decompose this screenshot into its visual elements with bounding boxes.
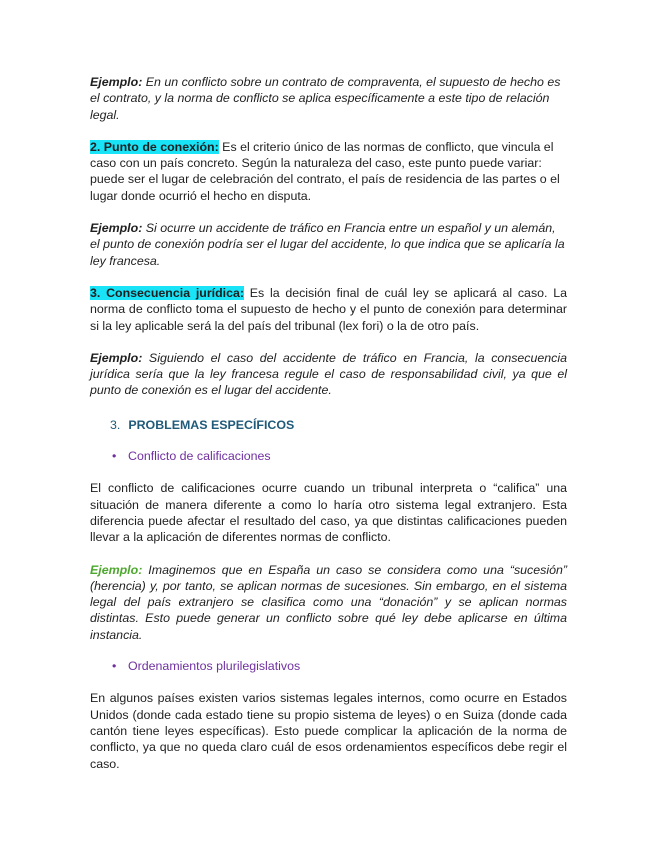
section-heading-specific-problems: [90, 417, 567, 433]
bullet-text: Conflicto de calificaciones: [128, 449, 271, 464]
example-succession-paragraph: [90, 562, 567, 643]
bullet-icon: •: [112, 659, 117, 674]
bullet-qualification-conflict: [90, 448, 567, 464]
connection-point-text: Es el criterio único de las normas de conflicto, que vincula el caso con un país concreto. Según la naturaleza del caso, este punto puede variar: puede ser el lugar de celebración del contrato, el país de residencia de las partes o el lugar donde ocurrió el hecho en disputa.: [90, 139, 560, 203]
paragraph-text: El conflicto de calificaciones ocurre cuando un tribunal interpreta o “califica” una situación de manera diferente a como lo haría otro sistema legal extranjero. Esta diferencia puede afectar el resultado del caso, ya que distintas calificaciones pueden llevar a la aplicación de diferentes normas de conflicto.: [90, 481, 567, 545]
paragraph-text: En algunos países existen varios sistemas legales internos, como ocurre en Estados Unidos (donde cada estado tiene su propio sistema de leyes) o en Suiza (donde cada cantón tiene leyes específicas). Esto puede complicar la aplicación de la norma de conflicto, ya que no queda claro cuál de esos ordenamientos específicos debe regir el caso.: [90, 691, 567, 771]
example-contract-paragraph: [90, 74, 567, 123]
connection-point-heading: 2. Punto de conexión:: [90, 139, 219, 154]
connection-point-paragraph: [90, 139, 567, 204]
legal-consequence-paragraph: [90, 285, 567, 334]
legal-consequence-heading: 3. Consecuencia jurídica:: [90, 285, 245, 300]
legal-consequence-text: Es la decisión final de cuál ley se aplicará al caso. La norma de conflicto toma el supuesto de hecho y el punto de conexión para determinar si la ley aplicable será la del país del tribunal (lex fori) o la de otro país.: [90, 285, 567, 333]
qualification-conflict-paragraph: [90, 480, 567, 545]
example-label: Ejemplo:: [90, 221, 143, 236]
bullet-icon: •: [112, 449, 117, 464]
example-consequence-paragraph: [90, 350, 567, 399]
example-label: Ejemplo:: [90, 75, 143, 89]
example-accident-paragraph: [90, 220, 567, 269]
example-text: Si ocurre un accidente de tráfico en Francia entre un español y un alemán, el punto de conexión podría ser el lugar del accidente, lo que indica que se aplicaría la ley francesa.: [90, 221, 565, 268]
example-text: En un conflicto sobre un contrato de compraventa, el supuesto de hecho es el contrato, y la norma de conflicto se aplica específicamente a este tipo de relación legal.: [90, 75, 561, 122]
example-label: Ejemplo:: [90, 562, 143, 577]
example-label: Ejemplo:: [90, 350, 143, 365]
bullet-text: Ordenamientos plurilegislativos: [128, 659, 301, 674]
section-title: PROBLEMAS ESPECÍFICOS: [128, 417, 295, 432]
section-number: 3.: [110, 417, 121, 432]
example-text: Siguiendo el caso del accidente de tráfico en Francia, la consecuencia jurídica sería que la ley francesa regule el caso de responsabilidad civil, ya que el punto de conexión es el lugar del accidente.: [90, 350, 567, 398]
plurilegislative-paragraph: [90, 690, 567, 771]
bullet-plurilegislative-systems: [90, 658, 567, 674]
example-text: Imaginemos que en España un caso se considera como una “sucesión” (herencia) y, por tanto, se aplican normas de sucesiones. Sin embargo, en el sistema legal del país extranjero se clasifica como una “donación” y se aplican normas distintas. Esto puede generar un conflicto sobre qué ley debe aplicarse en última instancia.: [90, 562, 567, 642]
